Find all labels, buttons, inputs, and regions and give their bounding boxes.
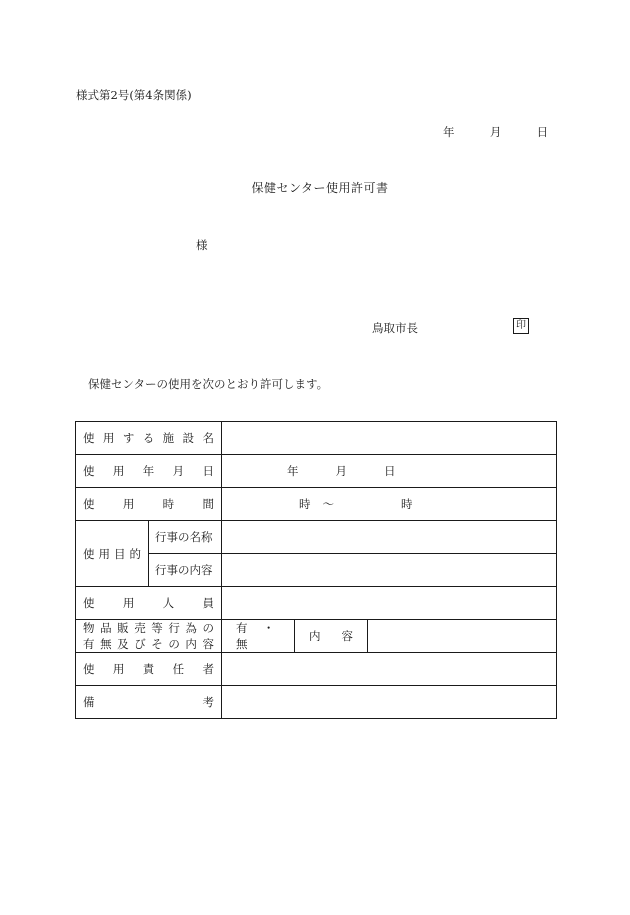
event-name-label: 行事の名称 <box>149 521 222 554</box>
label-char: 時 <box>162 497 175 511</box>
label-char: 使 <box>83 546 95 561</box>
row-persons <box>76 587 557 620</box>
label-char: 容 <box>202 637 214 651</box>
label-char: 使 <box>83 497 95 511</box>
date-year: 年 <box>443 125 455 139</box>
time-start: 時 <box>299 497 311 511</box>
use-date-year: 年 <box>287 464 299 478</box>
sales-label <box>76 620 222 653</box>
responsible-label <box>76 653 222 686</box>
label-char: 員 <box>202 596 214 610</box>
intro-text: 保健センターの使用を次のとおり許可します。 <box>88 377 329 391</box>
row-facility <box>76 422 557 455</box>
label-char: 用 <box>102 431 115 445</box>
label-char: 用 <box>122 596 135 610</box>
label-char: 用 <box>112 662 125 676</box>
label-char: 月 <box>172 464 185 478</box>
label-char: 使 <box>83 464 95 478</box>
use-date-label <box>76 455 222 488</box>
label-char: 使 <box>83 596 95 610</box>
label-char: 間 <box>202 497 214 511</box>
label-char: 等 <box>151 621 163 635</box>
purpose-label <box>76 521 149 587</box>
label-char: 内 <box>185 637 197 651</box>
row-event-content <box>76 554 557 587</box>
label-char: 為 <box>185 621 197 635</box>
form-number: 様式第2号(第4条関係) <box>76 88 192 102</box>
responsible-value[interactable] <box>222 653 557 686</box>
sales-presence[interactable] <box>222 620 295 653</box>
persons-value[interactable] <box>222 587 557 620</box>
permit-table <box>75 421 557 719</box>
sales-content-value[interactable] <box>368 620 557 653</box>
label-char: び <box>134 637 146 651</box>
facility-value[interactable] <box>222 422 557 455</box>
seal-mark: 印 <box>513 318 529 334</box>
sales-yes[interactable]: 有 <box>236 621 248 635</box>
row-use-date <box>76 455 557 488</box>
label-char: 売 <box>134 621 146 635</box>
row-responsible <box>76 653 557 686</box>
label-char: 販 <box>117 621 129 635</box>
sales-content-label <box>295 620 368 653</box>
date-day: 日 <box>536 125 549 139</box>
label-char: 無 <box>100 637 112 651</box>
label-char: 使 <box>83 662 95 676</box>
document-title: 保健センター使用許可書 <box>251 181 389 195</box>
sales-no[interactable]: 無 <box>236 637 248 651</box>
label-char: 者 <box>202 662 214 676</box>
label-char: の <box>202 621 214 635</box>
label-char: の <box>168 637 180 651</box>
use-time-label <box>76 488 222 521</box>
label-char: る <box>142 431 155 445</box>
time-separator: ～ <box>322 497 334 511</box>
label-char: 内 <box>309 629 321 643</box>
label-char: 有 <box>83 637 95 651</box>
row-use-time <box>76 488 557 521</box>
label-char: 目 <box>114 546 126 561</box>
label-char: 施 <box>162 431 175 445</box>
issue-date <box>443 124 548 140</box>
issuer-name: 鳥取市長 <box>372 321 418 335</box>
addressee-suffix: 様 <box>196 238 208 252</box>
use-date-value[interactable] <box>222 455 557 488</box>
label-char: 名 <box>202 431 214 445</box>
label-char: 年 <box>142 464 155 478</box>
label-char: 品 <box>100 621 112 635</box>
date-month: 月 <box>489 125 502 139</box>
label-char: 用 <box>98 546 110 561</box>
use-time-value[interactable] <box>222 488 557 521</box>
use-date-day: 日 <box>384 464 396 478</box>
label-char: 用 <box>112 464 125 478</box>
label-char: す <box>122 431 135 445</box>
label-char: 物 <box>83 621 95 635</box>
remarks-label <box>76 686 222 719</box>
label-char: 日 <box>202 464 214 478</box>
label-char: 容 <box>341 629 353 643</box>
persons-label <box>76 587 222 620</box>
row-sales <box>76 620 557 653</box>
label-char: 責 <box>142 662 155 676</box>
row-remarks <box>76 686 557 719</box>
label-char: そ <box>151 637 163 651</box>
label-char: 及 <box>117 637 129 651</box>
label-char: 行 <box>168 621 180 635</box>
label-char: 人 <box>162 596 175 610</box>
facility-label <box>76 422 222 455</box>
label-char: 任 <box>172 662 185 676</box>
use-date-month: 月 <box>335 464 347 478</box>
label-char: 備 <box>83 695 95 709</box>
event-content-value[interactable] <box>222 554 557 587</box>
remarks-value[interactable] <box>222 686 557 719</box>
label-char: 設 <box>182 431 195 445</box>
label-char: 考 <box>202 695 214 709</box>
event-content-label: 行事の内容 <box>149 554 222 587</box>
sales-dot: ・ <box>262 621 275 635</box>
event-name-value[interactable] <box>222 521 557 554</box>
label-char: 使 <box>83 431 95 445</box>
time-end: 時 <box>401 497 413 511</box>
row-event-name <box>76 521 557 554</box>
label-char: 的 <box>129 546 141 561</box>
label-char: 用 <box>122 497 135 511</box>
